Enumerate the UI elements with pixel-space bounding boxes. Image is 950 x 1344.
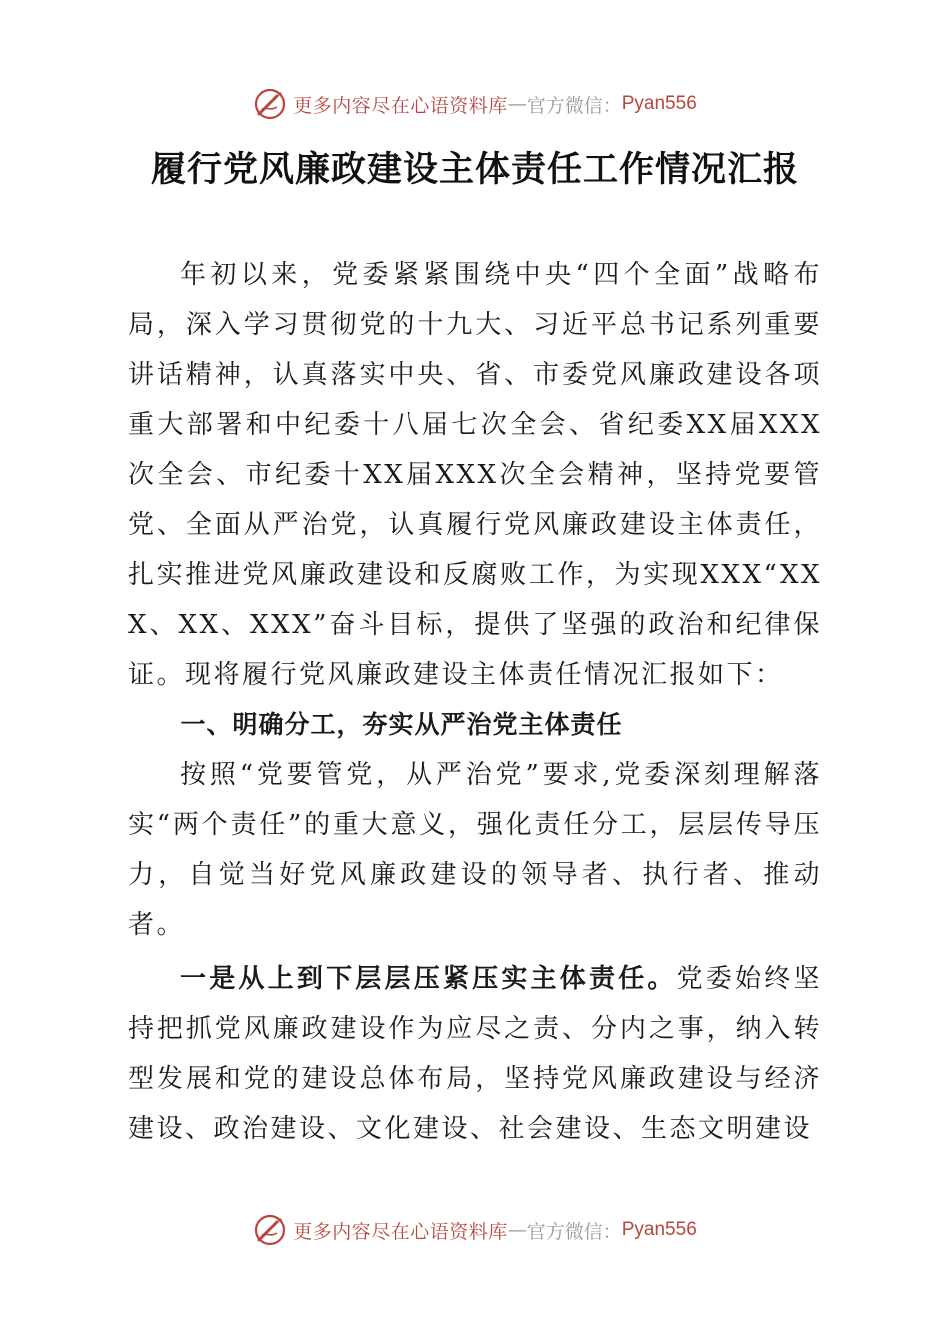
watermark-separator: — [507,1219,527,1241]
watermark-contact-id: Pyan556 [621,1219,697,1240]
watermark-contact-label: 官方微信： [526,1220,622,1243]
document-title: 履行党风廉政建设主体责任工作情况汇报 [150,149,799,190]
pen-logo-icon [253,1213,287,1247]
watermark-contact-id: Pyan556 [621,93,697,114]
document-body [128,250,822,1154]
watermark-header [0,84,950,124]
section-heading: 一、明确分工，夯实从严治党主体责任 [180,710,623,739]
point-paragraph [128,954,822,1154]
pen-logo-icon [253,87,287,121]
intro-paragraph: 年初以来，党委紧紧围绕中央“四个全面”战略布局，深入学习贯彻党的十九大、习近平总书记系列重要讲话精神，认真落实中央、省、市委党风廉政建设各项重大部署和中纪委十八届七次全会、省纪委XX届XXX次全会、市纪委十XX届XXX次全会精神，坚持党要管党、全面从严治党，认真履行党风廉政建设主体责任，扎实推进党风廉政建设和反腐败工作，为实现XXX“XXX、XX、XXX”奋斗目标，提供了坚强的政治和纪律保证。现将履行党风廉政建设主体责任情况汇报如下： [128,260,822,690]
watermark-text: 更多内容尽在心语资料库 [293,1220,508,1243]
section-paragraph: 按照“党要管党，从严治党”要求,党委深刻理解落实“两个责任”的重大意义，强化责任分工，层层传导压力，自觉当好党风廉政建设的领导者、执行者、推动者。 [128,760,822,940]
point-lead: 一是从上到下层层压紧压实主体责任。 [180,964,677,994]
watermark-contact-label: 官方微信： [526,94,622,117]
watermark-separator: — [507,93,527,115]
point-text: 党委始终坚持把抓党风廉政建设作为应尽之责、分内之事，纳入转型发展和党的建设总体布局，坚持党风廉政建设与经济建设、政治建设、文化建设、社会建设、生态文明建设 [128,964,822,1144]
watermark-text: 更多内容尽在心语资料库 [293,94,508,117]
watermark-footer [0,1210,950,1250]
